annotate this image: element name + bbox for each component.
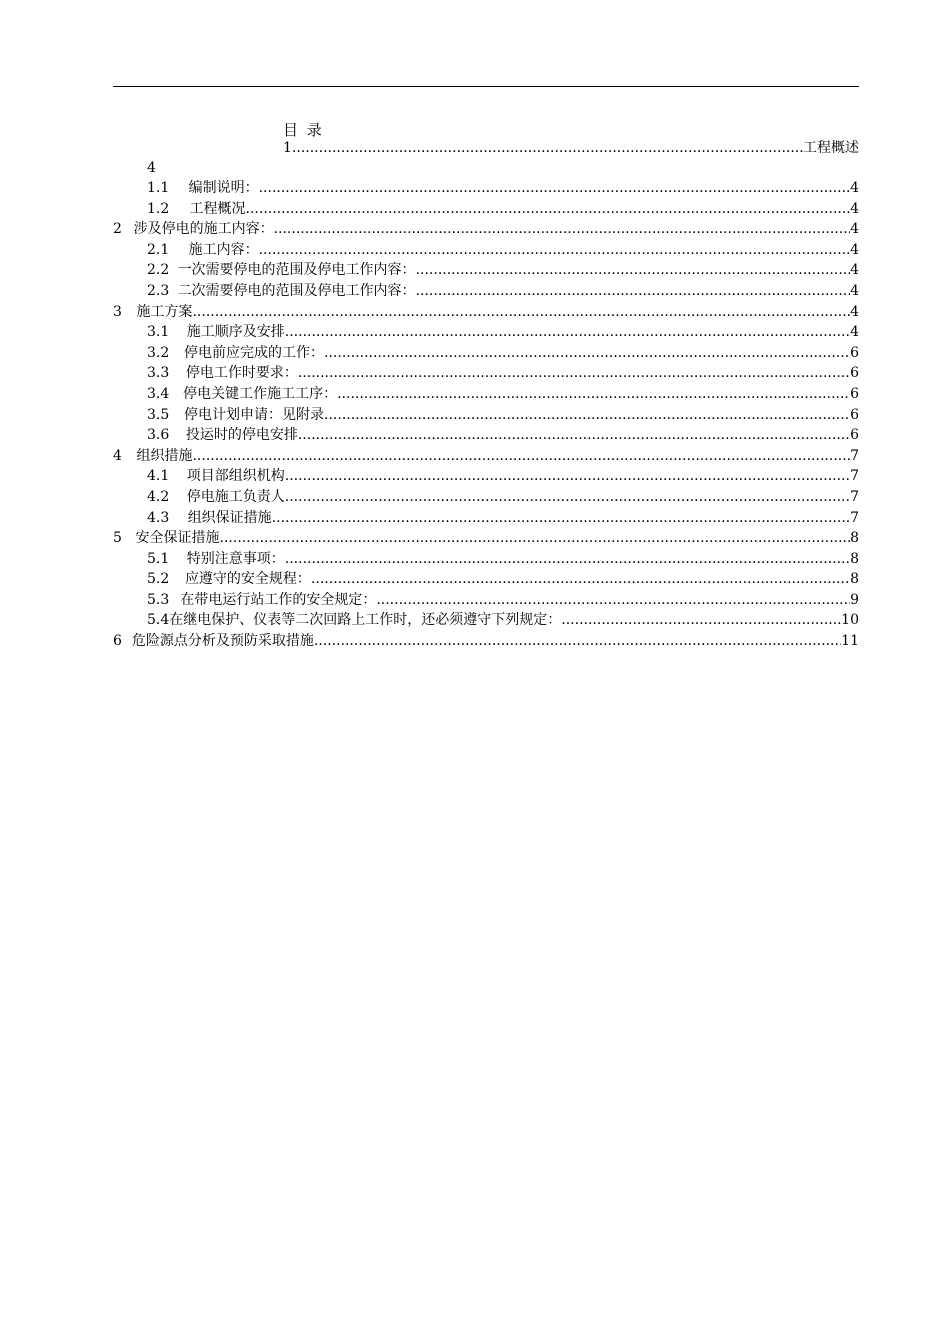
toc-entry-page: 4 xyxy=(850,303,859,320)
toc-entry-text: 危险源点分析及预防采取措施 xyxy=(131,633,314,650)
toc-entry-text: 投运时的停电安排 xyxy=(185,427,298,444)
toc-dot-leader xyxy=(192,303,850,321)
toc-dot-leader xyxy=(272,509,850,527)
toc-dot-leader xyxy=(298,364,850,382)
toc-dot-leader xyxy=(192,447,850,465)
toc-entry-text: 施工方案 xyxy=(136,303,193,320)
toc-entry-text: 安全保证措施 xyxy=(135,530,220,547)
toc-dot-leader xyxy=(376,591,850,609)
toc-entry-2-1[interactable] xyxy=(113,241,859,262)
toc-entry-page: 7 xyxy=(850,509,859,526)
toc-entry-text: 工程概况 xyxy=(189,200,246,217)
toc-entry-page: 9 xyxy=(850,591,859,608)
toc-dot-leader xyxy=(220,529,851,547)
toc-dot-leader xyxy=(561,611,841,629)
toc-entry-number: 1.2 xyxy=(147,200,170,217)
toc-dot-leader xyxy=(311,570,850,588)
toc-entry-text: 项目部组织机构 xyxy=(186,468,285,485)
toc-entry-text: 组织保证措施 xyxy=(187,509,272,526)
toc-entry-number: 2.1 xyxy=(147,241,170,258)
toc-dot-leader xyxy=(314,632,841,650)
toc-entry-page: 4 xyxy=(850,221,859,238)
toc-entry-2[interactable] xyxy=(113,220,859,241)
toc-entry-number: 6 xyxy=(113,633,122,650)
toc-entry-text: 停电计划申请：见附录 xyxy=(184,406,325,423)
toc-entry-text: 应遵守的安全规程： xyxy=(184,571,311,588)
toc-dot-leader xyxy=(285,550,850,568)
toc-entry-3-1[interactable] xyxy=(113,323,859,344)
toc-entry-number: 3.2 xyxy=(147,344,170,361)
toc-entry-1[interactable] xyxy=(283,139,859,157)
toc-entry-number: 3.1 xyxy=(147,324,170,341)
toc-entry-text: 在带电运行站工作的安全规定： xyxy=(180,591,377,608)
toc-entry-number: 4.1 xyxy=(147,468,170,485)
toc-entry-page: 4 xyxy=(850,180,859,196)
toc-dot-leader xyxy=(259,241,850,259)
toc-entry-number: 3.6 xyxy=(147,427,170,444)
toc-entry-4[interactable] xyxy=(113,447,859,468)
toc-list xyxy=(113,179,859,653)
toc-entry-text: 停电关键工作施工工序： xyxy=(183,385,338,402)
toc-entry-number: 2.2 xyxy=(147,262,170,279)
toc-entry-page: 7 xyxy=(850,468,859,485)
toc-entry-number: 3.3 xyxy=(147,365,170,382)
toc-dot-leader xyxy=(292,139,803,157)
toc-entry-1-2[interactable] xyxy=(113,200,859,221)
toc-dot-leader xyxy=(416,261,851,279)
toc-entry-2-2[interactable] xyxy=(113,261,859,282)
toc-entry-4-2[interactable] xyxy=(113,488,859,509)
toc-entry-page: 6 xyxy=(850,385,859,402)
toc-entry-page: 4 xyxy=(850,324,859,341)
toc-entry-text: 停电工作时要求： xyxy=(185,365,298,382)
toc-entry-page: 11 xyxy=(841,633,859,650)
toc-entry-3-2[interactable] xyxy=(113,344,859,365)
toc-entry-text: 涉及停电的施工内容： xyxy=(133,221,274,238)
toc-dot-leader xyxy=(259,179,850,197)
toc-entry-number: 5 xyxy=(113,530,122,547)
toc-dot-leader xyxy=(285,467,850,485)
toc-entry-number: 1.1 xyxy=(147,180,170,196)
toc-entry-text: 组织措施 xyxy=(136,447,193,464)
toc-entry-text: 停电施工负责人 xyxy=(186,488,285,505)
toc-entry-text: 施工内容： xyxy=(188,241,259,258)
toc-entry-page: 10 xyxy=(841,612,859,629)
toc-entry-5-4[interactable] xyxy=(113,611,859,632)
toc-entry-number: 5.3 xyxy=(147,591,170,608)
toc-entry-number: 5.4 xyxy=(147,612,170,629)
toc-entry-page: 6 xyxy=(850,365,859,382)
toc-entry-page: 8 xyxy=(850,571,859,588)
toc-entry-number: 3.4 xyxy=(147,385,170,402)
toc-entry-1-1[interactable] xyxy=(113,179,859,200)
toc-dot-leader xyxy=(416,282,851,300)
toc-entry-page: 6 xyxy=(850,406,859,423)
toc-entry-text: 特别注意事项： xyxy=(186,550,285,567)
toc-entry-3[interactable] xyxy=(113,303,859,324)
toc-entry-text: 二次需要停电的范围及停电工作内容： xyxy=(177,282,416,299)
toc-entry-text: 一次需要停电的范围及停电工作内容： xyxy=(177,262,416,279)
toc-entry-5-3[interactable] xyxy=(113,591,859,612)
toc-entry-number: 3.5 xyxy=(147,406,170,423)
toc-entry-text: 施工顺序及安排 xyxy=(186,324,285,341)
toc-entry-page: 4 xyxy=(850,262,859,279)
toc-entry-number: 1 xyxy=(283,140,292,156)
toc-dot-leader xyxy=(285,488,850,506)
toc-entry-text: 停电前应完成的工作： xyxy=(184,344,325,361)
toc-entry-text: 编制说明： xyxy=(188,180,259,196)
toc-entry-3-5[interactable] xyxy=(113,406,859,427)
toc-entry-1-page: 4 xyxy=(147,160,156,176)
toc-entry-page: 6 xyxy=(850,427,859,444)
toc-dot-leader xyxy=(285,323,850,341)
toc-entry-page: 8 xyxy=(850,550,859,567)
toc-entry-page: 6 xyxy=(850,344,859,361)
toc-dot-leader xyxy=(324,406,850,424)
toc-entry-2-3[interactable] xyxy=(113,282,859,303)
toc-entry-number: 2 xyxy=(113,221,122,238)
toc-entry-page: 4 xyxy=(850,200,859,217)
toc-entry-page: 4 xyxy=(850,282,859,299)
toc-dot-leader xyxy=(274,220,851,238)
toc-dot-leader xyxy=(298,426,850,444)
toc-entry-number: 2.3 xyxy=(147,282,170,299)
toc-entry-3-3[interactable] xyxy=(113,364,859,385)
toc-entry-number: 4 xyxy=(113,447,122,464)
toc-entry-number: 4.3 xyxy=(147,509,170,526)
toc-entry-6[interactable] xyxy=(113,632,859,653)
toc-entry-5-2[interactable] xyxy=(113,570,859,591)
toc-entry-4-1[interactable] xyxy=(113,467,859,488)
toc-entry-page: 7 xyxy=(850,447,859,464)
toc-entry-page: 7 xyxy=(850,488,859,505)
toc-title: 目 录 xyxy=(283,121,324,139)
toc-entry-number: 4.2 xyxy=(147,488,170,505)
toc-entry-number: 5.1 xyxy=(147,550,170,567)
toc-dot-leader xyxy=(337,385,850,403)
header-rule xyxy=(113,86,859,87)
toc-entry-3-6[interactable] xyxy=(113,426,859,447)
toc-entry-number: 5.2 xyxy=(147,571,170,588)
toc-entry-text: 在继电保护、仪表等二次回路上工作时，还必须遵守下列规定： xyxy=(169,612,562,629)
toc-dot-leader xyxy=(324,344,850,362)
toc-entry-5[interactable] xyxy=(113,529,859,550)
toc-entry-3-4[interactable] xyxy=(113,385,859,406)
toc-entry-number: 3 xyxy=(113,303,122,320)
toc-entry-page: 4 xyxy=(850,241,859,258)
toc-dot-leader xyxy=(246,200,851,218)
toc-entry-5-1[interactable] xyxy=(113,550,859,571)
toc-entry-text: 工程概述 xyxy=(803,140,859,156)
toc-entry-4-3[interactable] xyxy=(113,509,859,530)
toc-entry-page: 8 xyxy=(850,530,859,547)
